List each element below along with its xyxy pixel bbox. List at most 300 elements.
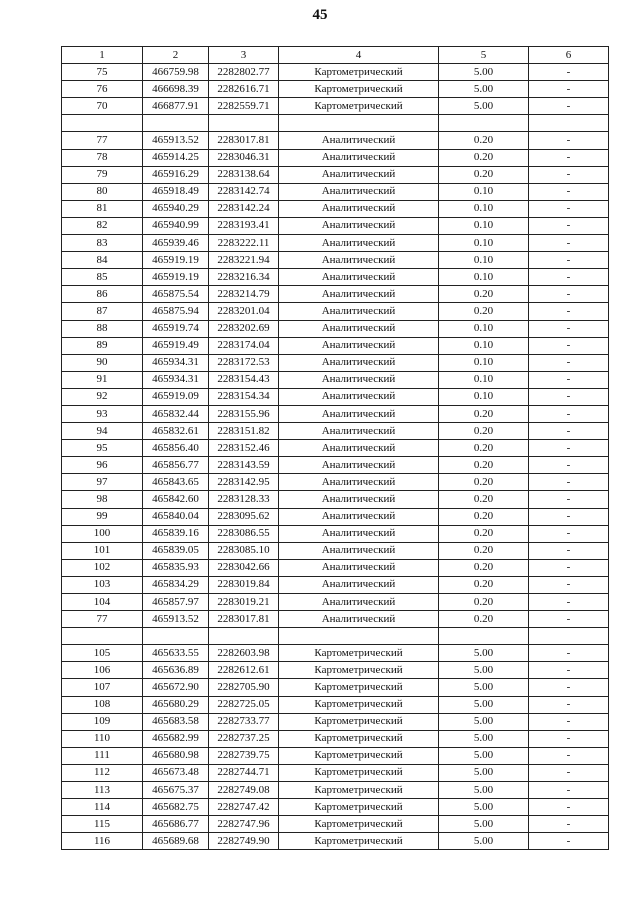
accuracy-cell: 5.00 xyxy=(439,98,529,115)
method-cell: Аналитический xyxy=(279,252,439,269)
note-cell: - xyxy=(529,235,609,252)
note-cell: - xyxy=(529,440,609,457)
method-cell: Аналитический xyxy=(279,371,439,388)
accuracy-cell: 0.20 xyxy=(439,166,529,183)
method-cell: Картометрический xyxy=(279,81,439,98)
accuracy-cell: 5.00 xyxy=(439,81,529,98)
method-cell: Картометрический xyxy=(279,645,439,662)
x-coordinate-cell: 465673.48 xyxy=(143,764,209,781)
x-coordinate-cell: 465680.98 xyxy=(143,747,209,764)
point-number-cell: 76 xyxy=(62,81,143,98)
table-row xyxy=(62,576,609,593)
x-coordinate-cell: 465913.52 xyxy=(143,132,209,149)
y-coordinate-cell: 2283142.95 xyxy=(209,474,279,491)
point-number-cell: 87 xyxy=(62,303,143,320)
table-row xyxy=(62,405,609,422)
accuracy-cell: 0.20 xyxy=(439,508,529,525)
accuracy-cell: 5.00 xyxy=(439,662,529,679)
method-cell: Аналитический xyxy=(279,508,439,525)
point-number-cell: 84 xyxy=(62,252,143,269)
column-header: 3 xyxy=(209,47,279,64)
accuracy-cell: 0.20 xyxy=(439,149,529,166)
coordinates-table xyxy=(61,46,609,850)
x-coordinate-cell: 465856.40 xyxy=(143,440,209,457)
y-coordinate-cell: 2283142.74 xyxy=(209,183,279,200)
table-row xyxy=(62,371,609,388)
x-coordinate-cell: 465686.77 xyxy=(143,816,209,833)
x-coordinate-cell: 465875.54 xyxy=(143,286,209,303)
note-cell: - xyxy=(529,354,609,371)
point-number-cell: 81 xyxy=(62,200,143,217)
y-coordinate-cell: 2283017.81 xyxy=(209,611,279,628)
accuracy-cell: 0.20 xyxy=(439,559,529,576)
method-cell: Аналитический xyxy=(279,132,439,149)
note-cell: - xyxy=(529,594,609,611)
x-coordinate-cell: 465682.99 xyxy=(143,730,209,747)
method-cell: Аналитический xyxy=(279,594,439,611)
y-coordinate-cell: 2283172.53 xyxy=(209,354,279,371)
accuracy-cell: 0.10 xyxy=(439,252,529,269)
accuracy-cell: 0.20 xyxy=(439,132,529,149)
note-cell: - xyxy=(529,132,609,149)
note-cell: - xyxy=(529,713,609,730)
x-coordinate-cell: 465934.31 xyxy=(143,354,209,371)
x-coordinate-cell: 465857.97 xyxy=(143,594,209,611)
accuracy-cell: 0.20 xyxy=(439,491,529,508)
y-coordinate-cell: 2283152.46 xyxy=(209,440,279,457)
table-row xyxy=(62,166,609,183)
table-row xyxy=(62,833,609,850)
point-number-cell: 103 xyxy=(62,576,143,593)
note-cell: - xyxy=(529,525,609,542)
note-cell: - xyxy=(529,542,609,559)
table-row xyxy=(62,730,609,747)
table-row xyxy=(62,286,609,303)
note-cell: - xyxy=(529,337,609,354)
y-coordinate-cell: 2283128.33 xyxy=(209,491,279,508)
method-cell: Аналитический xyxy=(279,337,439,354)
point-number-cell: 100 xyxy=(62,525,143,542)
table-row xyxy=(62,217,609,234)
point-number-cell: 97 xyxy=(62,474,143,491)
method-cell: Аналитический xyxy=(279,269,439,286)
table-row xyxy=(62,115,609,132)
note-cell: - xyxy=(529,303,609,320)
point-number-cell: 106 xyxy=(62,662,143,679)
method-cell xyxy=(279,628,439,645)
note-cell: - xyxy=(529,576,609,593)
table-row xyxy=(62,457,609,474)
point-number-cell: 86 xyxy=(62,286,143,303)
point-number-cell: 95 xyxy=(62,440,143,457)
y-coordinate-cell: 2283086.55 xyxy=(209,525,279,542)
x-coordinate-cell: 465834.29 xyxy=(143,576,209,593)
accuracy-cell: 0.20 xyxy=(439,594,529,611)
table-row xyxy=(62,235,609,252)
point-number-cell: 77 xyxy=(62,132,143,149)
accuracy-cell: 5.00 xyxy=(439,730,529,747)
x-coordinate-cell: 465636.89 xyxy=(143,662,209,679)
accuracy-cell: 5.00 xyxy=(439,747,529,764)
point-number-cell: 110 xyxy=(62,730,143,747)
y-coordinate-cell: 2283046.31 xyxy=(209,149,279,166)
x-coordinate-cell: 465675.37 xyxy=(143,782,209,799)
accuracy-cell: 5.00 xyxy=(439,833,529,850)
accuracy-cell: 0.10 xyxy=(439,269,529,286)
x-coordinate-cell: 465919.09 xyxy=(143,388,209,405)
x-coordinate-cell: 465839.16 xyxy=(143,525,209,542)
y-coordinate-cell: 2282749.90 xyxy=(209,833,279,850)
table-row xyxy=(62,611,609,628)
x-coordinate-cell: 465919.74 xyxy=(143,320,209,337)
x-coordinate-cell: 465916.29 xyxy=(143,166,209,183)
column-header: 6 xyxy=(529,47,609,64)
y-coordinate-cell: 2283143.59 xyxy=(209,457,279,474)
accuracy-cell: 5.00 xyxy=(439,679,529,696)
table-row xyxy=(62,679,609,696)
y-coordinate-cell: 2282733.77 xyxy=(209,713,279,730)
note-cell: - xyxy=(529,269,609,286)
method-cell: Аналитический xyxy=(279,320,439,337)
method-cell: Картометрический xyxy=(279,64,439,81)
note-cell: - xyxy=(529,388,609,405)
table-row xyxy=(62,81,609,98)
table-row xyxy=(62,508,609,525)
table-row xyxy=(62,713,609,730)
x-coordinate-cell: 465934.31 xyxy=(143,371,209,388)
y-coordinate-cell: 2283202.69 xyxy=(209,320,279,337)
page-number: 45 xyxy=(312,7,328,23)
method-cell: Аналитический xyxy=(279,542,439,559)
note-cell: - xyxy=(529,491,609,508)
accuracy-cell: 0.10 xyxy=(439,320,529,337)
y-coordinate-cell: 2282559.71 xyxy=(209,98,279,115)
method-cell: Аналитический xyxy=(279,474,439,491)
y-coordinate-cell: 2283174.04 xyxy=(209,337,279,354)
method-cell: Аналитический xyxy=(279,457,439,474)
note-cell: - xyxy=(529,217,609,234)
accuracy-cell: 0.10 xyxy=(439,371,529,388)
column-header: 1 xyxy=(62,47,143,64)
y-coordinate-cell: 2282737.25 xyxy=(209,730,279,747)
accuracy-cell: 0.20 xyxy=(439,457,529,474)
note-cell: - xyxy=(529,64,609,81)
table-row xyxy=(62,183,609,200)
method-cell: Аналитический xyxy=(279,200,439,217)
note-cell: - xyxy=(529,799,609,816)
x-coordinate-cell: 465919.49 xyxy=(143,337,209,354)
y-coordinate-cell: 2282739.75 xyxy=(209,747,279,764)
method-cell: Аналитический xyxy=(279,183,439,200)
method-cell xyxy=(279,115,439,132)
x-coordinate-cell: 465840.04 xyxy=(143,508,209,525)
accuracy-cell: 0.20 xyxy=(439,440,529,457)
y-coordinate-cell: 2282747.42 xyxy=(209,799,279,816)
note-cell: - xyxy=(529,405,609,422)
point-number-cell: 108 xyxy=(62,696,143,713)
x-coordinate-cell: 465939.46 xyxy=(143,235,209,252)
accuracy-cell: 0.20 xyxy=(439,474,529,491)
note-cell: - xyxy=(529,816,609,833)
method-cell: Аналитический xyxy=(279,388,439,405)
table-row xyxy=(62,303,609,320)
point-number-cell: 77 xyxy=(62,611,143,628)
y-coordinate-cell: 2283193.41 xyxy=(209,217,279,234)
note-cell xyxy=(529,628,609,645)
method-cell: Аналитический xyxy=(279,491,439,508)
accuracy-cell: 5.00 xyxy=(439,645,529,662)
y-coordinate-cell: 2283222.11 xyxy=(209,235,279,252)
method-cell: Картометрический xyxy=(279,730,439,747)
accuracy-cell: 0.20 xyxy=(439,542,529,559)
method-cell: Аналитический xyxy=(279,235,439,252)
method-cell: Аналитический xyxy=(279,611,439,628)
method-cell: Аналитический xyxy=(279,303,439,320)
table-row xyxy=(62,354,609,371)
table-header-row xyxy=(62,47,609,64)
x-coordinate-cell: 465683.58 xyxy=(143,713,209,730)
x-coordinate-cell: 465919.19 xyxy=(143,269,209,286)
x-coordinate-cell: 465672.90 xyxy=(143,679,209,696)
accuracy-cell xyxy=(439,115,529,132)
point-number-cell: 96 xyxy=(62,457,143,474)
point-number-cell: 88 xyxy=(62,320,143,337)
note-cell: - xyxy=(529,679,609,696)
point-number-cell: 112 xyxy=(62,764,143,781)
x-coordinate-cell xyxy=(143,628,209,645)
x-coordinate-cell: 465940.29 xyxy=(143,200,209,217)
point-number-cell: 89 xyxy=(62,337,143,354)
note-cell: - xyxy=(529,423,609,440)
table-row xyxy=(62,64,609,81)
accuracy-cell xyxy=(439,628,529,645)
y-coordinate-cell: 2283201.04 xyxy=(209,303,279,320)
point-number-cell: 78 xyxy=(62,149,143,166)
note-cell: - xyxy=(529,730,609,747)
table-row xyxy=(62,440,609,457)
note-cell: - xyxy=(529,320,609,337)
point-number-cell: 91 xyxy=(62,371,143,388)
note-cell: - xyxy=(529,252,609,269)
table-row xyxy=(62,662,609,679)
point-number-cell: 94 xyxy=(62,423,143,440)
table-row xyxy=(62,149,609,166)
table-row xyxy=(62,337,609,354)
note-cell: - xyxy=(529,371,609,388)
note-cell: - xyxy=(529,457,609,474)
point-number-cell: 111 xyxy=(62,747,143,764)
y-coordinate-cell: 2283216.34 xyxy=(209,269,279,286)
table-row xyxy=(62,132,609,149)
point-number-cell: 114 xyxy=(62,799,143,816)
y-coordinate-cell xyxy=(209,628,279,645)
method-cell: Аналитический xyxy=(279,354,439,371)
x-coordinate-cell: 465682.75 xyxy=(143,799,209,816)
y-coordinate-cell: 2282749.08 xyxy=(209,782,279,799)
point-number-cell xyxy=(62,115,143,132)
method-cell: Картометрический xyxy=(279,782,439,799)
x-coordinate-cell: 465842.60 xyxy=(143,491,209,508)
y-coordinate-cell: 2283017.81 xyxy=(209,132,279,149)
method-cell: Аналитический xyxy=(279,286,439,303)
method-cell: Картометрический xyxy=(279,98,439,115)
table-row xyxy=(62,747,609,764)
accuracy-cell: 5.00 xyxy=(439,696,529,713)
point-number-cell: 85 xyxy=(62,269,143,286)
x-coordinate-cell: 465856.77 xyxy=(143,457,209,474)
x-coordinate-cell: 465835.93 xyxy=(143,559,209,576)
table-row xyxy=(62,388,609,405)
note-cell: - xyxy=(529,764,609,781)
x-coordinate-cell: 466698.39 xyxy=(143,81,209,98)
y-coordinate-cell: 2283095.62 xyxy=(209,508,279,525)
method-cell: Аналитический xyxy=(279,525,439,542)
method-cell: Аналитический xyxy=(279,166,439,183)
method-cell: Картометрический xyxy=(279,747,439,764)
point-number-cell: 104 xyxy=(62,594,143,611)
table-row xyxy=(62,559,609,576)
table-row xyxy=(62,474,609,491)
accuracy-cell: 0.20 xyxy=(439,423,529,440)
x-coordinate-cell: 466877.91 xyxy=(143,98,209,115)
method-cell: Картометрический xyxy=(279,816,439,833)
table-row xyxy=(62,542,609,559)
accuracy-cell: 5.00 xyxy=(439,764,529,781)
accuracy-cell: 0.20 xyxy=(439,405,529,422)
column-header: 4 xyxy=(279,47,439,64)
method-cell: Картометрический xyxy=(279,713,439,730)
y-coordinate-cell: 2282603.98 xyxy=(209,645,279,662)
method-cell: Аналитический xyxy=(279,576,439,593)
point-number-cell: 70 xyxy=(62,98,143,115)
note-cell: - xyxy=(529,81,609,98)
accuracy-cell: 0.10 xyxy=(439,200,529,217)
point-number-cell: 116 xyxy=(62,833,143,850)
accuracy-cell: 0.20 xyxy=(439,303,529,320)
table-row xyxy=(62,98,609,115)
y-coordinate-cell xyxy=(209,115,279,132)
point-number-cell: 80 xyxy=(62,183,143,200)
method-cell: Картометрический xyxy=(279,696,439,713)
y-coordinate-cell: 2283155.96 xyxy=(209,405,279,422)
x-coordinate-cell: 465919.19 xyxy=(143,252,209,269)
accuracy-cell: 0.10 xyxy=(439,354,529,371)
point-number-cell: 90 xyxy=(62,354,143,371)
note-cell: - xyxy=(529,662,609,679)
note-cell: - xyxy=(529,611,609,628)
table-row xyxy=(62,320,609,337)
x-coordinate-cell: 465918.49 xyxy=(143,183,209,200)
point-number-cell xyxy=(62,628,143,645)
table-row xyxy=(62,645,609,662)
y-coordinate-cell: 2283019.21 xyxy=(209,594,279,611)
point-number-cell: 113 xyxy=(62,782,143,799)
table-row xyxy=(62,423,609,440)
y-coordinate-cell: 2282616.71 xyxy=(209,81,279,98)
note-cell: - xyxy=(529,645,609,662)
y-coordinate-cell: 2283142.24 xyxy=(209,200,279,217)
accuracy-cell: 0.10 xyxy=(439,388,529,405)
y-coordinate-cell: 2283151.82 xyxy=(209,423,279,440)
accuracy-cell: 0.20 xyxy=(439,611,529,628)
y-coordinate-cell: 2283221.94 xyxy=(209,252,279,269)
method-cell: Аналитический xyxy=(279,405,439,422)
x-coordinate-cell: 465914.25 xyxy=(143,149,209,166)
column-header: 5 xyxy=(439,47,529,64)
method-cell: Аналитический xyxy=(279,217,439,234)
x-coordinate-cell: 466759.98 xyxy=(143,64,209,81)
accuracy-cell: 0.10 xyxy=(439,337,529,354)
y-coordinate-cell: 2282744.71 xyxy=(209,764,279,781)
point-number-cell: 109 xyxy=(62,713,143,730)
note-cell: - xyxy=(529,183,609,200)
point-number-cell: 107 xyxy=(62,679,143,696)
method-cell: Аналитический xyxy=(279,423,439,440)
x-coordinate-cell: 465875.94 xyxy=(143,303,209,320)
note-cell: - xyxy=(529,149,609,166)
point-number-cell: 101 xyxy=(62,542,143,559)
point-number-cell: 102 xyxy=(62,559,143,576)
table-row xyxy=(62,594,609,611)
y-coordinate-cell: 2283019.84 xyxy=(209,576,279,593)
point-number-cell: 83 xyxy=(62,235,143,252)
table-row xyxy=(62,782,609,799)
point-number-cell: 115 xyxy=(62,816,143,833)
table-row xyxy=(62,799,609,816)
table-row xyxy=(62,628,609,645)
y-coordinate-cell: 2282705.90 xyxy=(209,679,279,696)
method-cell: Аналитический xyxy=(279,440,439,457)
accuracy-cell: 0.10 xyxy=(439,183,529,200)
x-coordinate-cell: 465839.05 xyxy=(143,542,209,559)
note-cell xyxy=(529,115,609,132)
accuracy-cell: 5.00 xyxy=(439,64,529,81)
accuracy-cell: 0.20 xyxy=(439,525,529,542)
note-cell: - xyxy=(529,508,609,525)
accuracy-cell: 5.00 xyxy=(439,816,529,833)
x-coordinate-cell: 465940.99 xyxy=(143,217,209,234)
method-cell: Картометрический xyxy=(279,679,439,696)
accuracy-cell: 5.00 xyxy=(439,782,529,799)
column-header: 2 xyxy=(143,47,209,64)
table-row xyxy=(62,200,609,217)
x-coordinate-cell: 465832.61 xyxy=(143,423,209,440)
note-cell: - xyxy=(529,200,609,217)
y-coordinate-cell: 2283154.43 xyxy=(209,371,279,388)
x-coordinate-cell: 465832.44 xyxy=(143,405,209,422)
note-cell: - xyxy=(529,166,609,183)
x-coordinate-cell: 465843.65 xyxy=(143,474,209,491)
accuracy-cell: 5.00 xyxy=(439,799,529,816)
x-coordinate-cell: 465913.52 xyxy=(143,611,209,628)
table-row xyxy=(62,525,609,542)
y-coordinate-cell: 2282802.77 xyxy=(209,64,279,81)
table-row xyxy=(62,252,609,269)
x-coordinate-cell: 465689.68 xyxy=(143,833,209,850)
accuracy-cell: 0.20 xyxy=(439,286,529,303)
point-number-cell: 99 xyxy=(62,508,143,525)
note-cell: - xyxy=(529,98,609,115)
x-coordinate-cell xyxy=(143,115,209,132)
method-cell: Картометрический xyxy=(279,833,439,850)
note-cell: - xyxy=(529,782,609,799)
accuracy-cell: 0.10 xyxy=(439,235,529,252)
table-body xyxy=(62,64,609,850)
accuracy-cell: 0.20 xyxy=(439,576,529,593)
method-cell: Аналитический xyxy=(279,149,439,166)
point-number-cell: 105 xyxy=(62,645,143,662)
note-cell: - xyxy=(529,696,609,713)
